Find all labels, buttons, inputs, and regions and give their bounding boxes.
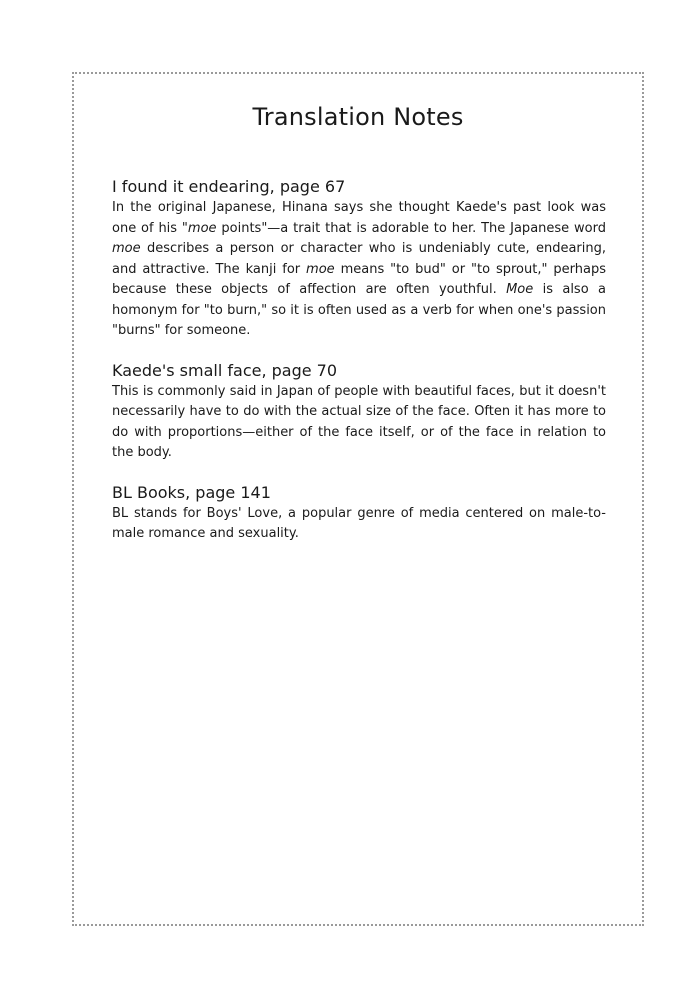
text-run: In the original Japanese, Hinana says she thought Kaede's past look was one of his " <box>112 200 606 236</box>
text-run: BL stands for Boys' Love, a popular genre of media centered on male-to-male romance and sexuality. <box>112 505 606 541</box>
italic-term: moe <box>306 261 335 277</box>
note-heading: BL Books, page 141 <box>112 482 271 502</box>
italic-term: moe <box>187 220 217 236</box>
page-title: Translation Notes <box>252 103 464 131</box>
notes-list <box>112 176 606 563</box>
text-run: This is commonly said in Japan of people with beautiful faces, but it doesn't necessarily have to do with the actual size of the face. Often it has more to do with proportions—either of the face itself, or of the face in relation to the body. <box>112 383 606 460</box>
note-body <box>112 382 606 464</box>
text-run: is also a homonym for "to burn," so it is often used as a verb for when one's passion "burns" for someone. <box>112 282 606 338</box>
note-body <box>112 504 606 545</box>
text-run: describes a person or character who is undeniably cute, endearing, and attractive. The kanji for <box>112 241 606 277</box>
text-run: means "to bud" or "to sprout," perhaps because these objects of affection are often youthful. <box>112 261 606 297</box>
note-3 <box>112 482 606 545</box>
italic-term: moe <box>112 241 141 256</box>
italic-term: Moe <box>506 282 534 297</box>
note-1 <box>112 176 606 342</box>
note-heading: I found it endearing, page 67 <box>112 177 346 196</box>
note-heading: Kaede's small face, page 70 <box>112 360 338 380</box>
note-body <box>112 198 606 342</box>
text-run: points"—a trait that is adorable to her. The Japanese word <box>216 220 606 236</box>
note-2 <box>112 360 606 464</box>
